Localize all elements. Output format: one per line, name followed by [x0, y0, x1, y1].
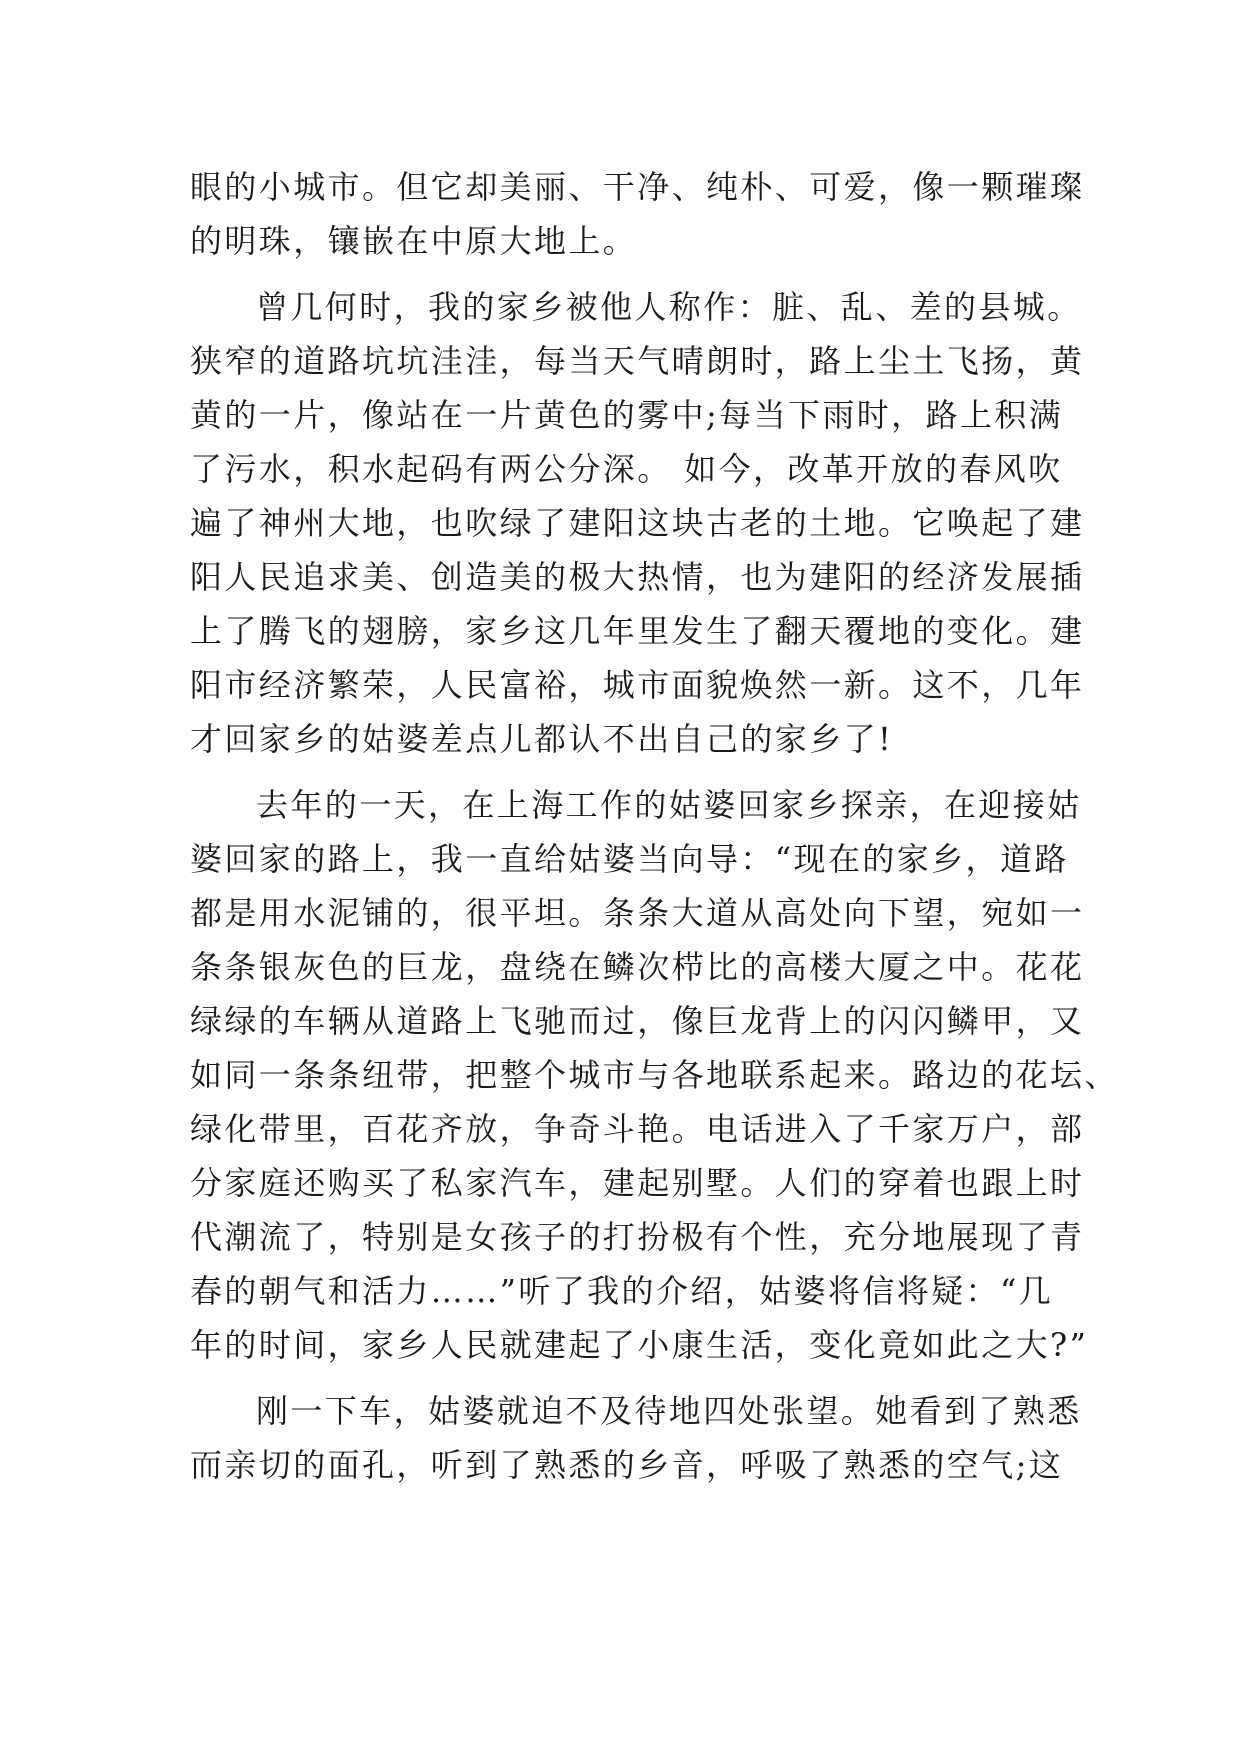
text-line: 上了腾飞的翅膀，家乡这几年里发生了翻天覆地的变化。建	[190, 612, 1085, 650]
text-line: 条条银灰色的巨龙，盘绕在鳞次栉比的高楼大厦之中。花花	[190, 948, 1085, 986]
text-line: 阳市经济繁荣，人民富裕，城市面貌焕然一新。这不，几年	[190, 666, 1085, 704]
body-text	[190, 160, 1119, 1492]
text-line: 阳人民追求美、创造美的极大热情，也为建阳的经济发展插	[190, 558, 1085, 596]
paragraph-start-line: 刚一下车，姑婆就迫不及待地四处张望。她看到了熟悉	[256, 1392, 1082, 1430]
text-line: 绿绿的车辆从道路上飞驰而过，像巨龙背上的闪闪鳞甲，又	[190, 1002, 1085, 1040]
text-line: 都是用水泥铺的，很平坦。条条大道从高处向下望，宛如一	[190, 894, 1085, 932]
text-line: 代潮流了，特别是女孩子的打扮极有个性，充分地展现了青	[190, 1218, 1085, 1256]
text-line: 才回家乡的姑婆差点儿都认不出自己的家乡了!	[190, 720, 894, 758]
text-line: 黄的一片，像站在一片黄色的雾中;每当下雨时，路上积满	[190, 396, 1064, 434]
paragraph-start-line: 去年的一天，在上海工作的姑婆回家乡探亲，在迎接姑	[256, 786, 1082, 824]
text-line: 了污水，积水起码有两公分深。 如今，改革开放的春风吹	[190, 450, 1063, 488]
text-line: 而亲切的面孔，听到了熟悉的乡音，呼吸了熟悉的空气;这	[190, 1446, 1064, 1484]
text-line: 遍了神州大地，也吹绿了建阳这块古老的土地。它唤起了建	[190, 504, 1085, 542]
text-line: 春的朝气和活力……”听了我的介绍，姑婆将信将疑：“几	[190, 1272, 1054, 1310]
text-line: 眼的小城市。但它却美丽、干净、纯朴、可爱，像一颗璀璨	[190, 168, 1085, 206]
text-line: 狭窄的道路坑坑洼洼，每当天气晴朗时，路上尘土飞扬，黄	[190, 342, 1085, 380]
text-line: 如同一条条纽带，把整个城市与各地联系起来。路边的花坛、	[190, 1056, 1119, 1094]
text-line: 绿化带里，百花齐放，争奇斗艳。电话进入了千家万户，部	[190, 1110, 1085, 1148]
text-line: 分家庭还购买了私家汽车，建起别墅。人们的穿着也跟上时	[190, 1164, 1085, 1202]
paragraph-start-line: 曾几何时，我的家乡被他人称作：脏、乱、差的县城。	[256, 288, 1082, 326]
text-line: 的明珠，镶嵌在中原大地上。	[190, 222, 638, 260]
text-line: 年的时间，家乡人民就建起了小康生活，变化竟如此之大?”	[190, 1326, 1089, 1364]
text-line: 婆回家的路上，我一直给姑婆当向导：“现在的家乡，道路	[190, 840, 1069, 878]
